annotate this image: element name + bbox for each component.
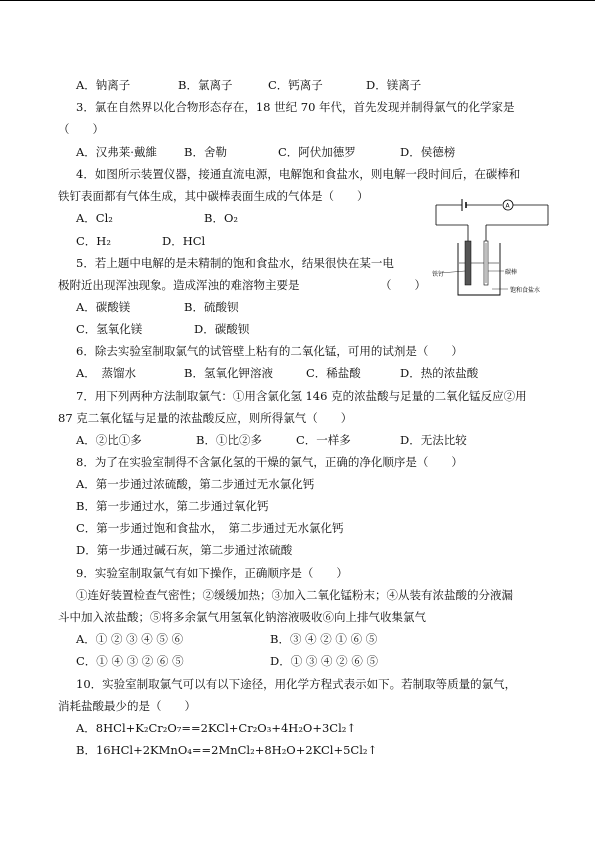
ammeter-label: A [505, 202, 510, 210]
q5-option-c: C．氢氧化镁 [76, 322, 143, 336]
q3-option-c: C．阿伏加德罗 [278, 145, 356, 159]
q8-option-b: B．第一步通过水，第二步通过氧化钙 [76, 499, 269, 513]
q7-option-c: C．一样多 [296, 433, 351, 447]
q4-option-d: D．HCl [162, 234, 206, 248]
q10-option-a: A．8HCl+K₂Cr₂O₇==2KCl+Cr₂O₃+4H₂O+3Cl₂↑ [76, 721, 357, 735]
q4-option-c: C．H₂ [76, 234, 111, 248]
q4-stem-line2: 铁钉表面都有气体生成，其中碳棒表面生成的气体是（ ） [58, 189, 369, 203]
q9-stem: 9．实验室制取氯气有如下操作，正确顺序是（ ） [76, 566, 348, 580]
q3-option-b: B．舍勒 [184, 145, 227, 159]
q3-option-d: D．侯德榜 [400, 145, 456, 159]
q7-stem-line1: 7．用下列两种方法制取氯气：①用含氯化氢 146 克的浓盐酸与足量的二氧化锰反应②用 [76, 389, 527, 403]
q6-option-a: A． 蒸馏水 [76, 366, 137, 380]
q3-stem-line2: （ ） [58, 122, 104, 136]
q6-option-d: D．热的浓盐酸 [400, 366, 479, 380]
figure-label-bottom: 饱和食盐水 [510, 287, 541, 294]
q8-option-c: C．第一步通过饱和食盐水， 第二步通过无水氯化钙 [76, 521, 344, 535]
q9-option-b: B．③ ④ ② ① ⑥ ⑤ [270, 632, 378, 646]
q6-option-b: B．氢氧化钾溶液 [184, 366, 273, 380]
q9-steps-line1: ①连好装置检查气密性；②缓缓加热；③加入二氧化锰粉末；④从装有浓盐酸的分液漏 [76, 588, 513, 602]
page-top-rule [0, 0, 595, 1]
q6-option-c: C．稀盐酸 [306, 366, 361, 380]
q3-option-a: A．汉弗莱·戴維 [76, 145, 157, 159]
q4-stem-line1: 4．如图所示装置仪器，接通直流电源，电解饱和食盐水，则电解一段时间后，在碳棒和 [76, 167, 521, 181]
q2-option-d: D．镁离子 [366, 78, 422, 92]
q9-option-a: A．① ② ③ ④ ⑤ ⑥ [76, 632, 184, 646]
q7-option-b: B．①比②多 [196, 433, 262, 447]
q4-option-b: B．O₂ [204, 211, 238, 225]
q10-stem-line1: 10．实验室制取氯气可以有以下途径，用化学方程式表示如下。若制取等质量的氯气， [76, 677, 517, 691]
q5-stem-line1: 5．若上题中电解的是未精制的饱和食盐水，结果很快在某一电 [76, 256, 394, 270]
electrolysis-apparatus-figure [432, 193, 552, 299]
q7-option-a: A．②比①多 [76, 433, 142, 447]
q6-stem: 6．除去实验室制取氯气的试管壁上粘有的二氧化锰，可用的试剂是（ ） [76, 344, 463, 358]
q8-option-a: A．第一步通过浓硫酸，第二步通过无水氯化钙 [76, 477, 315, 491]
q2-option-c: C．钙离子 [268, 78, 323, 92]
q5-option-b: B．硫酸钡 [184, 300, 239, 314]
q2-option-b: B．氯离子 [178, 78, 233, 92]
q5-stem-bracket: （ ） [380, 278, 426, 292]
q5-option-a: A．碳酸镁 [76, 300, 131, 314]
q4-option-a: A．Cl₂ [76, 211, 113, 225]
q2-option-a: A．钠离子 [76, 78, 131, 92]
figure-label-left: 铁钉 [432, 271, 445, 278]
q10-option-b: B．16HCl+2KMnO₄==2MnCl₂+8H₂O+2KCl+5Cl₂↑ [76, 743, 378, 757]
q9-steps-line2: 斗中加入浓盐酸；⑤将多余氯气用氢氧化钠溶液吸收⑥向上排气收集氯气 [58, 610, 426, 624]
q3-stem-line1: 3．氯在自然界以化合物形态存在，18 世纪 70 年代，首先发现并制得氯气的化学家是 [76, 100, 515, 114]
q5-option-d: D．碳酸钡 [194, 322, 250, 336]
figure-label-mid: 碳棒 [505, 269, 518, 276]
q8-option-d: D．第一步通过碱石灰，第二步通过浓硫酸 [76, 543, 293, 557]
q7-stem-line2: 87 克二氧化锰与足量的浓盐酸反应，则所得氯气（ ） [58, 411, 353, 425]
q9-option-d: D．① ③ ④ ② ⑥ ⑤ [270, 654, 378, 668]
q5-stem-line2: 极附近出现浑浊现象。造成浑浊的难溶物主要是 [58, 278, 300, 292]
q9-option-c: C．① ④ ③ ② ⑥ ⑤ [76, 654, 184, 668]
q10-stem-line2: 消耗盐酸最少的是（ ） [58, 699, 196, 713]
q8-stem: 8．为了在实验室制得不含氯化氢的干燥的氯气，正确的净化顺序是（ ） [76, 455, 463, 469]
q7-option-d: D．无法比较 [400, 433, 467, 447]
